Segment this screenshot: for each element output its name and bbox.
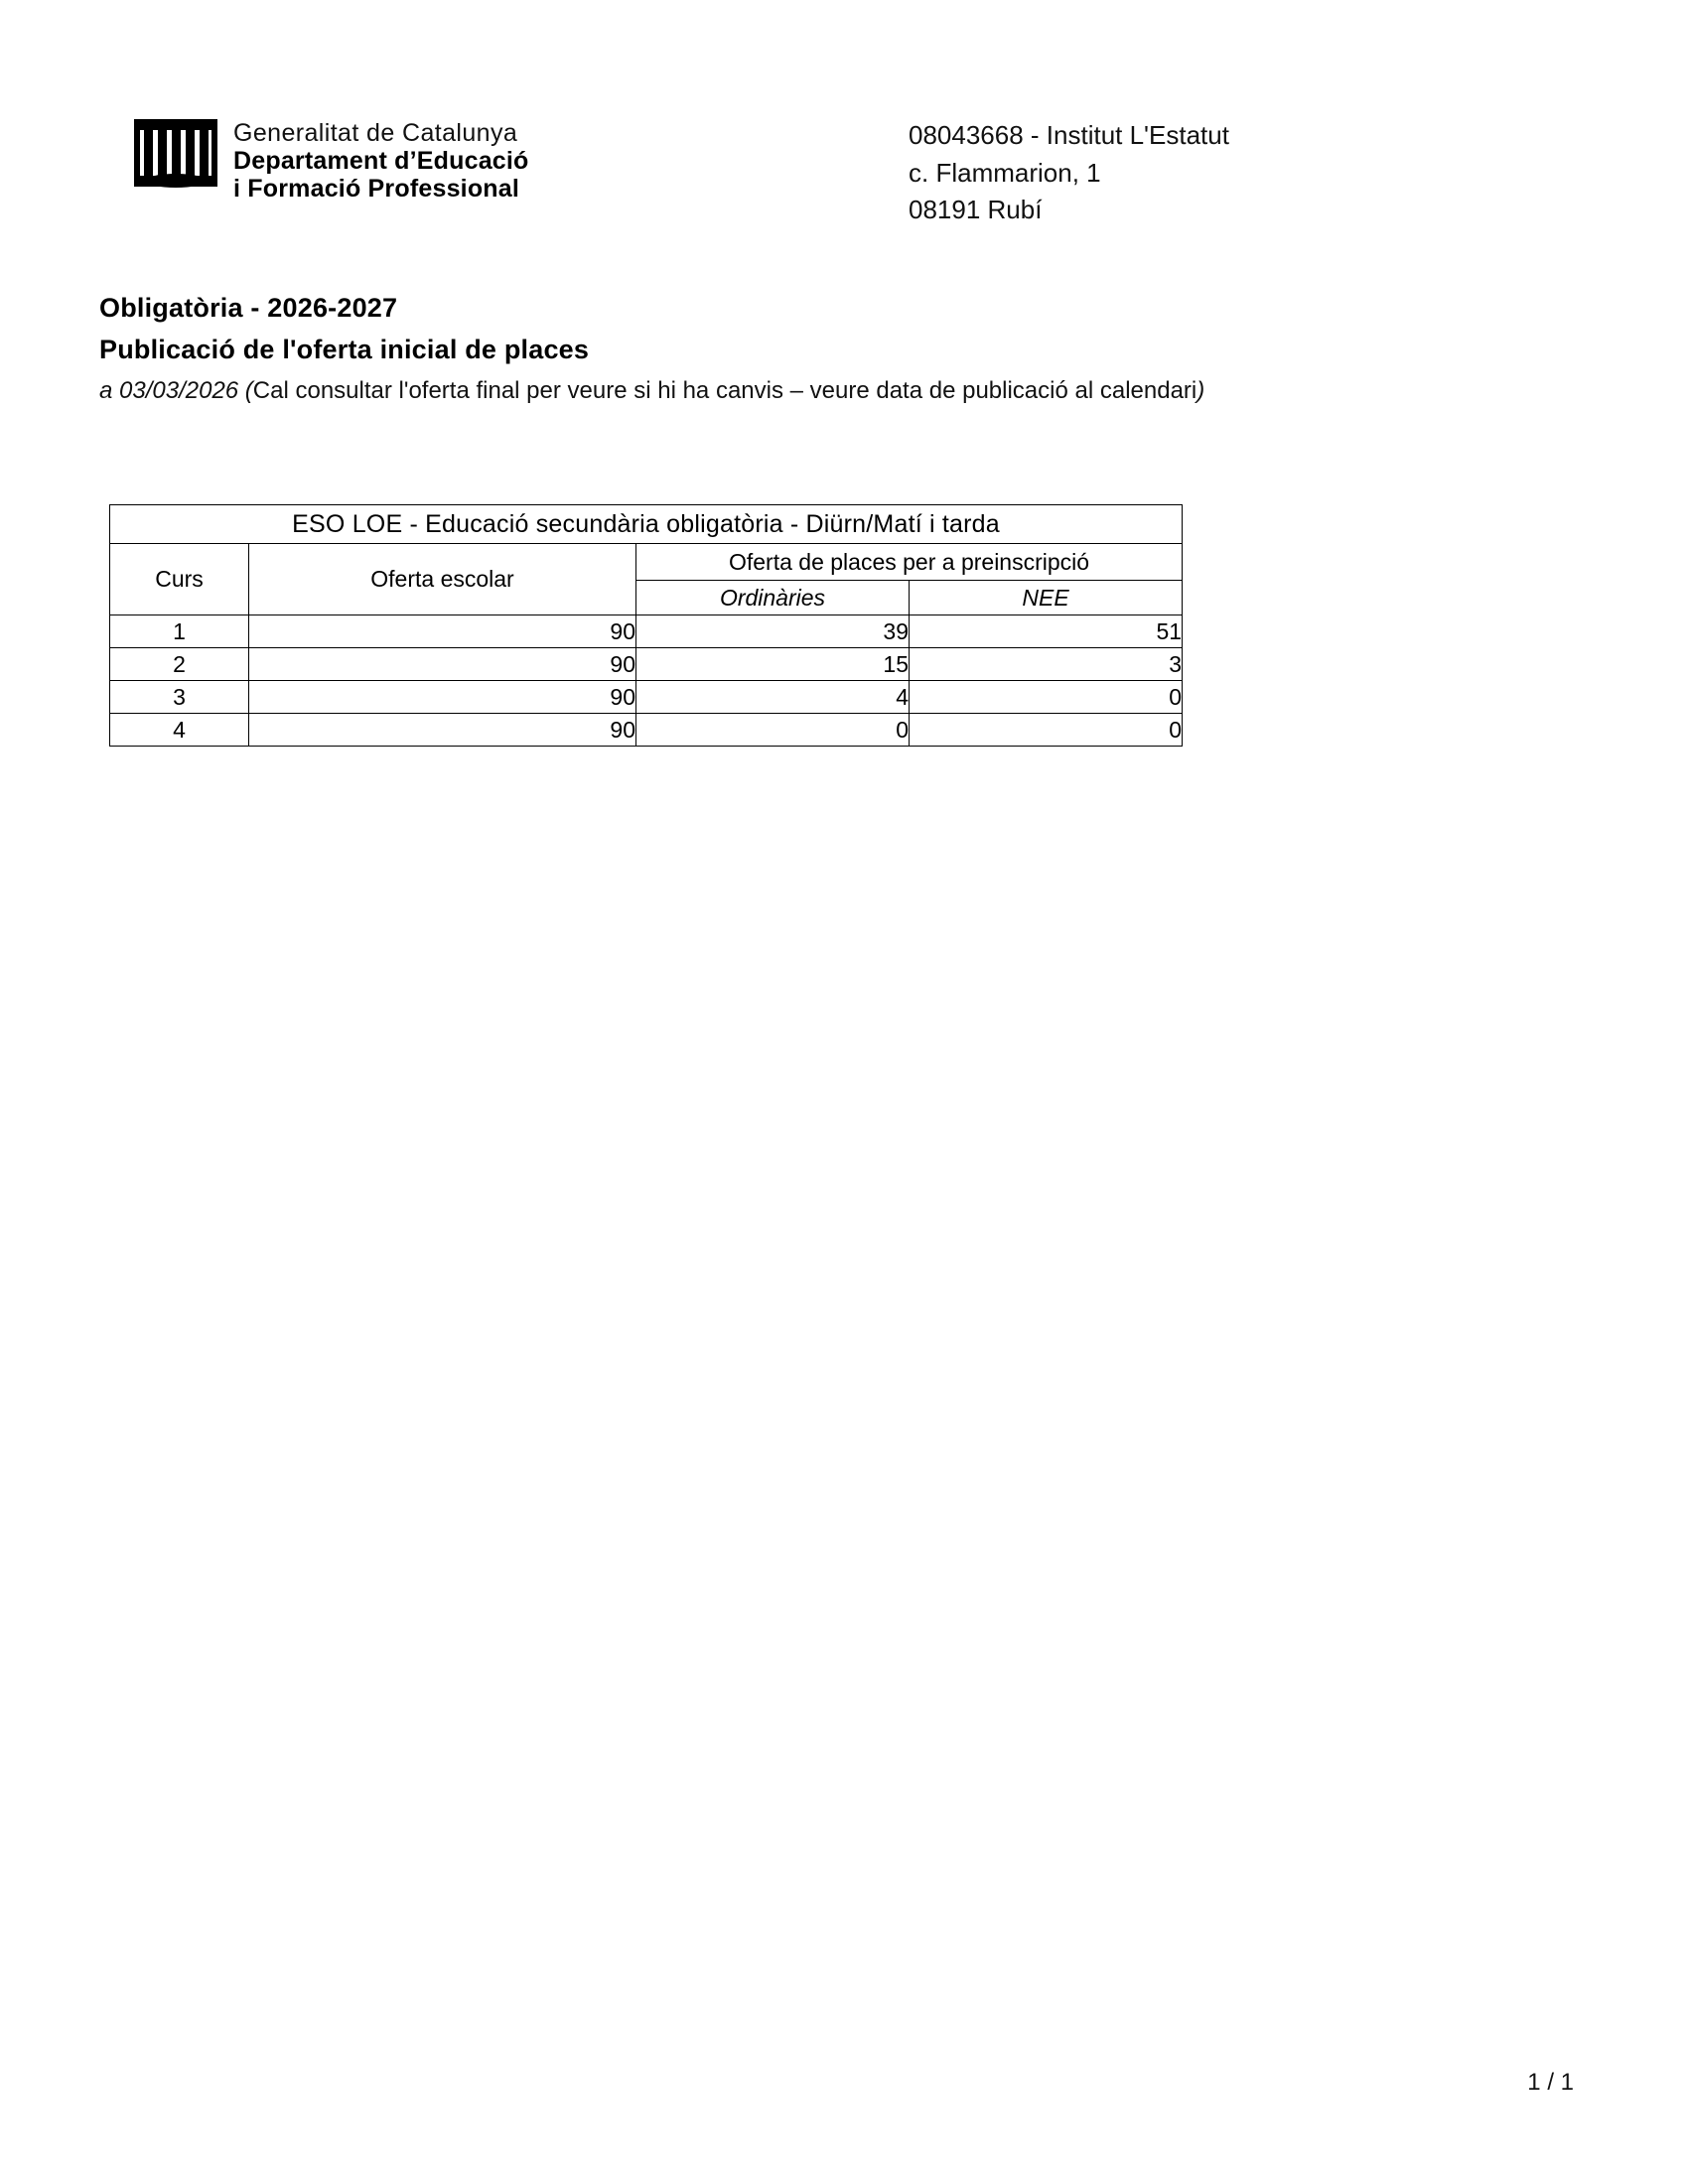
- cell-ordinaries: 0: [636, 714, 910, 747]
- cell-nee: 3: [910, 648, 1183, 681]
- logo-line-formacio: i Formació Professional: [233, 175, 520, 203]
- offer-table: [109, 504, 1183, 747]
- header-oferta-escolar: Oferta escolar: [249, 544, 636, 615]
- table-banner-row: [110, 505, 1183, 544]
- header-ordinaries: Ordinàries: [636, 581, 910, 615]
- table-banner: ESO LOE - Educació secundària obligatòria - Diürn/Matí i tarda: [110, 505, 1183, 544]
- school-address-block: [909, 117, 1229, 229]
- header-nee: NEE: [910, 581, 1183, 615]
- cell-ordinaries: 4: [636, 681, 910, 714]
- publication-note-text: Cal consultar l'oferta final per veure si hi ha canvis – veure data de publicació al calendari: [252, 377, 1197, 404]
- cell-curs: 2: [110, 648, 249, 681]
- cell-curs: 3: [110, 681, 249, 714]
- cell-nee: 0: [910, 714, 1183, 747]
- table-row: [110, 681, 1183, 714]
- page-subtitle: Publicació de l'oferta inicial de places: [99, 335, 590, 364]
- document-header: [0, 117, 1688, 236]
- table-row: [110, 615, 1183, 648]
- header-curs: Curs: [110, 544, 249, 615]
- cell-oferta-escolar: 90: [249, 714, 636, 747]
- cell-nee: 51: [910, 615, 1183, 648]
- offer-table-container: [109, 504, 1182, 747]
- table-header-row-1: [110, 544, 1183, 581]
- school-city: 08191 Rubí: [909, 195, 1043, 225]
- logo-line-departament: Departament d’Educació: [233, 147, 529, 175]
- cell-ordinaries: 15: [636, 648, 910, 681]
- publication-note-date: a 03/03/2026 (: [99, 377, 253, 404]
- school-street: c. Flammarion, 1: [909, 157, 1101, 188]
- publication-note-close: ): [1196, 377, 1205, 404]
- header-oferta-preinscripcio: Oferta de places per a preinscripció: [636, 544, 1183, 581]
- cell-ordinaries: 39: [636, 615, 910, 648]
- cell-oferta-escolar: 90: [249, 648, 636, 681]
- cell-curs: 4: [110, 714, 249, 747]
- page-title: Obligatòria - 2026-2027: [99, 293, 398, 323]
- logo-text: [233, 117, 529, 203]
- generalitat-logo: [132, 117, 529, 203]
- title-block: [99, 293, 1589, 405]
- table-row: [110, 714, 1183, 747]
- school-name: 08043668 - Institut L'Estatut: [909, 120, 1229, 150]
- cell-oferta-escolar: 90: [249, 615, 636, 648]
- cell-curs: 1: [110, 615, 249, 648]
- publication-note: [99, 377, 1589, 405]
- cell-oferta-escolar: 90: [249, 681, 636, 714]
- catalonia-coat-of-arms-icon: [132, 117, 219, 189]
- page-number: 1 / 1: [1527, 2069, 1574, 2096]
- cell-nee: 0: [910, 681, 1183, 714]
- logo-line-generalitat: Generalitat de Catalunya: [233, 119, 518, 147]
- table-row: [110, 648, 1183, 681]
